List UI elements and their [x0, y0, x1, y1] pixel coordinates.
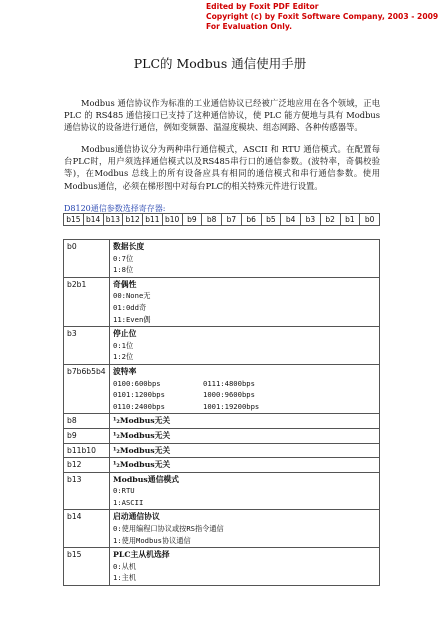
- option-line: 1:2位: [113, 352, 134, 362]
- page-title: PLC的 Modbus 通信使用手册: [133, 56, 307, 71]
- bit-cell: b7b6b5b4: [64, 364, 110, 413]
- setting-title: ¹₂Modbus无关: [113, 430, 171, 440]
- option-line: 0:从机: [113, 561, 137, 571]
- bit-header-cell: b14: [83, 214, 103, 226]
- bit-cell: b11b10: [64, 443, 110, 458]
- description-cell: [110, 364, 380, 413]
- bit-header-cell: b5: [261, 214, 281, 226]
- table-row: [64, 510, 380, 548]
- option-line: 0100:600bps: [113, 378, 161, 388]
- description-cell: [110, 472, 380, 510]
- bit-cell: b15: [64, 548, 110, 586]
- option-line: 0110:2400bps: [113, 401, 165, 411]
- bit-header-cell: b0: [360, 214, 380, 226]
- description-cell: [110, 458, 380, 473]
- option-line: 1001:19200bps: [203, 401, 260, 411]
- option-line: 1:主机: [113, 573, 137, 583]
- evaluation-watermark: [206, 2, 438, 32]
- option-pair: [113, 389, 376, 401]
- setting-title: 停止位: [113, 329, 137, 339]
- setting-title: PLC主从机选择: [113, 550, 170, 560]
- option-line: 1:8位: [113, 265, 134, 275]
- option-line: 00:None无: [113, 291, 151, 301]
- bit-header-cell: b7: [222, 214, 242, 226]
- option-line: 1:使用Modbus协议通信: [113, 535, 191, 545]
- bit-header-cell: b4: [281, 214, 301, 226]
- option-line: 0:1位: [113, 340, 134, 350]
- table-row: [64, 277, 380, 326]
- bit-header-cell: b11: [143, 214, 163, 226]
- description-cell: [110, 428, 380, 443]
- setting-title: 启动通信协议: [113, 512, 160, 522]
- bit-cell: b12: [64, 458, 110, 473]
- bit-header-cell: b13: [103, 214, 123, 226]
- bit-cell: b2b1: [64, 277, 110, 326]
- modes-paragraph: Modbus通信协议分为两种串行通信模式，ASCII 和 RTU 通信模式。在配置每台PLC时，用户须选择通信模式以及RS485串行口的通信参数。(波特率，奇偶校验等)，在Modbus 总线上的所有设备应具有相同的通信模式和串行通信参数。使用Modbus通信，必须在梯形图中对每台PLC的相关特殊元件进行设置。: [64, 144, 380, 191]
- option-line: 1:ASCII: [113, 497, 144, 507]
- watermark-line-2: Copyright (c) by Foxit Software Company, 2003 - 2009: [206, 12, 439, 21]
- option-line: 0:RTU: [113, 486, 135, 496]
- option-line: 01:0dd奇: [113, 302, 147, 312]
- bit-cell: b0: [64, 240, 110, 278]
- register-label: D8120通信参数选择寄存器:: [64, 204, 166, 213]
- option-line: 0111:4800bps: [203, 378, 255, 388]
- table-row: [64, 443, 380, 458]
- description-cell: [110, 240, 380, 278]
- watermark-line-1: Edited by Foxit PDF Editor: [206, 2, 319, 11]
- option-line: 1000:9600bps: [203, 390, 255, 400]
- setting-title: 数据长度: [113, 242, 145, 251]
- bit-header-cell: b12: [123, 214, 143, 226]
- table-row: [64, 548, 380, 586]
- bit-header-cell: b8: [202, 214, 222, 226]
- table-row: [64, 428, 380, 443]
- table-row: [64, 327, 380, 365]
- bit-header-cell: b2: [320, 214, 340, 226]
- description-cell: [110, 414, 380, 429]
- bit-cell: b14: [64, 510, 110, 548]
- description-cell: [110, 548, 380, 586]
- bit-header-row: [64, 214, 380, 226]
- setting-title: 波特率: [113, 366, 137, 376]
- setting-title: 奇偶性: [113, 279, 137, 289]
- option-pair: [113, 378, 376, 390]
- option-line: 0101:1200bps: [113, 390, 165, 400]
- option-line: 0:7位: [113, 253, 134, 263]
- description-cell: [110, 443, 380, 458]
- option-line: 0:使用编程口协议或按RS指令通信: [113, 524, 224, 534]
- bit-header-cell: b3: [301, 214, 321, 226]
- bit-cell: b8: [64, 414, 110, 429]
- bit-cell: b13: [64, 472, 110, 510]
- setting-title: ¹₂Modbus无关: [113, 460, 171, 470]
- bit-cell: b3: [64, 327, 110, 365]
- bit-header-cell: b6: [241, 214, 261, 226]
- intro-paragraph: Modbus 通信协议作为标准的工业通信协议已经被广泛地应用在各个领域，正电 PLC 的 RS485 通信接口已支持了这种通信协议，使 PLC 能方便地与具有 Modbus 通信协议的设备进行通信，例如变频器、温湿度模块、组态网路、各种传感器等。: [64, 98, 380, 133]
- setting-title: Modbus通信模式: [113, 474, 179, 484]
- table-row: [64, 458, 380, 473]
- setting-title: ¹₂Modbus无关: [113, 445, 171, 455]
- setting-title: ¹₂Modbus无关: [113, 416, 171, 426]
- bit-header-table: [63, 213, 380, 226]
- bit-cell: b9: [64, 428, 110, 443]
- description-cell: [110, 327, 380, 365]
- table-row: [64, 472, 380, 510]
- description-cell: [110, 277, 380, 326]
- table-row: [64, 364, 380, 413]
- watermark-line-3: For Evaluation Only.: [206, 22, 292, 31]
- option-line: 11:Even偶: [113, 314, 151, 324]
- bit-header-cell: b9: [182, 214, 202, 226]
- table-row: [64, 240, 380, 278]
- bit-header-cell: b15: [64, 214, 84, 226]
- bit-description-table: [63, 239, 380, 586]
- option-pair: [113, 401, 376, 413]
- description-cell: [110, 510, 380, 548]
- bit-description-body: [64, 240, 380, 586]
- table-row: [64, 414, 380, 429]
- bit-header-cell: b10: [162, 214, 182, 226]
- bit-header-cell: b1: [340, 214, 360, 226]
